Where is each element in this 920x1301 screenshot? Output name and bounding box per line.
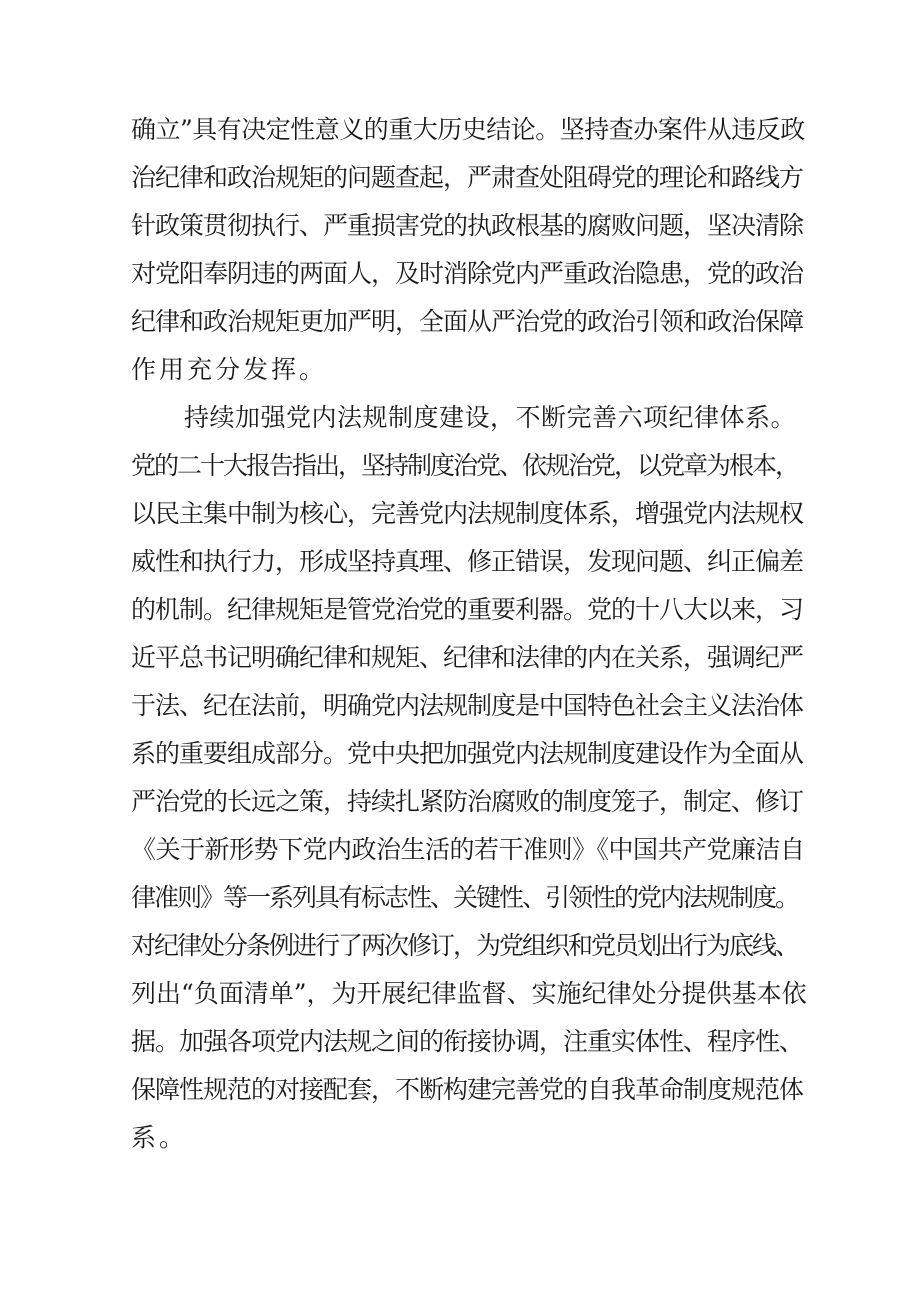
text-line: 以民主集中制为核心，完善党内法规制度体系，增强党内法规权 bbox=[131, 499, 804, 528]
text-line: 于法、纪在法前，明确党内法规制度是中国特色社会主义法治体 bbox=[131, 691, 804, 720]
text-line: 保障性规范的对接配套，不断构建完善党的自我革命制度规范体 bbox=[131, 1075, 804, 1104]
text-line: 确立”具有决定性意义的重大历史结论。坚持查办案件从违反政 bbox=[131, 115, 805, 144]
text-line: 系。 bbox=[131, 1123, 188, 1152]
text-line: 作用充分发挥。 bbox=[131, 355, 328, 384]
text-line: 纪律和政治规矩更加严明，全面从严治党的政治引领和政治保障 bbox=[131, 307, 804, 336]
section-heading: 持续加强党内法规制度建设，不断完善六项纪律体系。 bbox=[184, 403, 797, 432]
text-line: 严治党的长远之策，持续扎紧防治腐败的制度笼子，制定、修订 bbox=[131, 787, 804, 816]
text-line: 的机制。纪律规矩是管党治党的重要利器。党的十八大以来，习 bbox=[131, 595, 804, 624]
text-line: 列出“负面清单”，为开展纪律监督、实施纪律处分提供基本依 bbox=[131, 979, 807, 1008]
text-line: 治纪律和政治规矩的问题查起，严肃查处阻碍党的理论和路线方 bbox=[131, 163, 804, 192]
text-line: 对纪律处分条例进行了两次修订，为党组织和党员划出行为底线、 bbox=[131, 931, 799, 960]
text-line: 针政策贯彻执行、严重损害党的执政根基的腐败问题，坚决清除 bbox=[131, 211, 804, 240]
text-line: 律准则》等一系列具有标志性、关键性、引领性的党内法规制度。 bbox=[131, 883, 799, 912]
text-line: 据。加强各项党内法规之间的衔接协调，注重实体性、程序性、 bbox=[131, 1027, 804, 1056]
text-line: 党的二十大报告指出，坚持制度治党、依规治党，以党章为根本， bbox=[131, 451, 799, 480]
text-line: 《关于新形势下党内政治生活的若干准则》《中国共产党廉洁自 bbox=[131, 835, 805, 864]
text-line: 对党阳奉阴违的两面人，及时消除党内严重政治隐患，党的政治 bbox=[131, 259, 804, 288]
text-line: 系的重要组成部分。党中央把加强党内法规制度建设作为全面从 bbox=[131, 739, 804, 768]
text-line: 威性和执行力，形成坚持真理、修正错误，发现问题、纠正偏差 bbox=[131, 547, 804, 576]
text-line: 近平总书记明确纪律和规矩、纪律和法律的内在关系，强调纪严 bbox=[131, 643, 804, 672]
